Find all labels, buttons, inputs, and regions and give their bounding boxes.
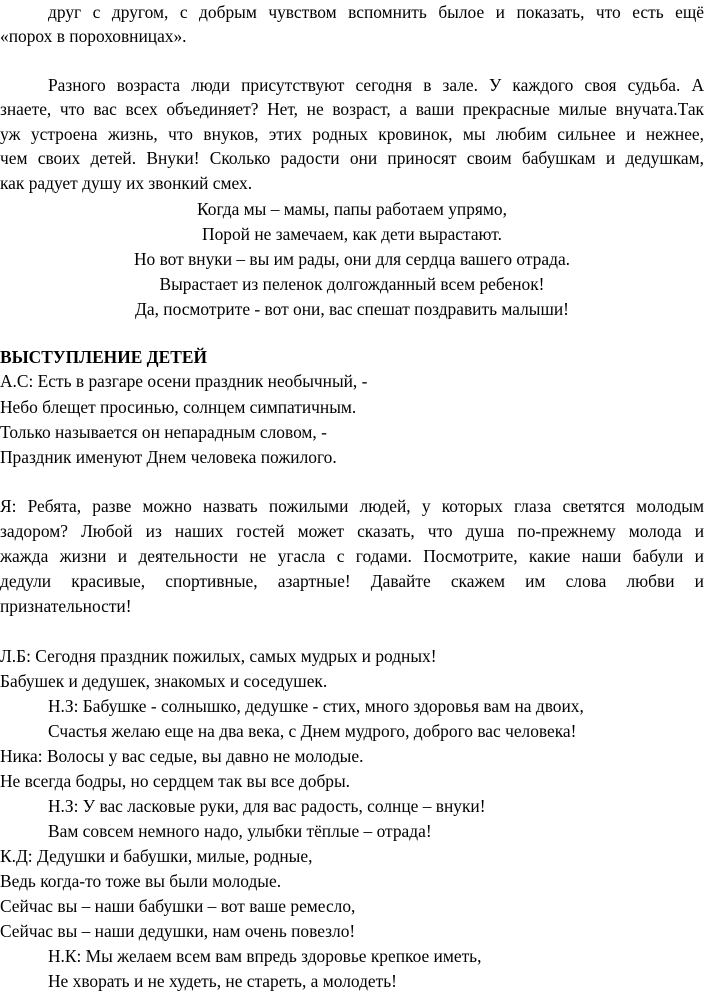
- text-line: задором? Любой из наших гостей может сказать, что душа по-прежнему молода и: [0, 521, 704, 541]
- text-line: Праздник именуют Днем человека пожилого.: [0, 447, 337, 467]
- text-line: Небо блещет просинью, солнцем симпатичным.: [0, 397, 357, 417]
- text-line: Ведь когда-то тоже вы были молодые.: [0, 871, 282, 891]
- text-line: Н.З: Бабушке - солнышко, дедушке - стих, много здоровья вам на двоих,: [48, 696, 584, 716]
- text-line: жажда жизни и деятельности не угасла с годами. Посмотрите, какие наши бабули и: [0, 546, 704, 566]
- text-line: друг с другом, с добрым чувством вспомнить былое и показать, что есть ещё: [48, 2, 704, 22]
- text-line: Сейчас вы – наши бабушки – вот ваше ремесло,: [0, 896, 356, 916]
- text-line: уж устроена жизнь, что внуков, этих родных кровинок, мы любим сильнее и нежнее,: [0, 124, 704, 144]
- poem-line: Да, посмотрите - вот они, вас спешат поздравить малыши!: [135, 299, 569, 319]
- text-line: Бабушек и дедушек, знакомых и соседушек.: [0, 671, 328, 691]
- text-line: дедули красивые, спортивные, азартные! Давайте скажем им слова любви и: [0, 571, 704, 591]
- text-line: Не хворать и не худеть, не стареть, а молодеть!: [48, 971, 397, 991]
- text-line: А.С: Есть в разгаре осени праздник необычный, -: [0, 371, 368, 391]
- text-line: «порох в пороховницах».: [0, 26, 187, 46]
- text-line: знаете, что вас всех объединяет? Нет, не возраст, а ваши прекрасные милые внучата.Так: [0, 99, 704, 119]
- text-line: Только называется он непарадным словом, -: [0, 422, 327, 442]
- text-line: Н.К: Мы желаем всем вам впредь здоровье крепкое иметь,: [48, 946, 482, 966]
- poem-line: Вырастает из пеленок долгожданный всем ребенок!: [159, 274, 545, 294]
- text-line: Сейчас вы – наши дедушки, нам очень повезло!: [0, 921, 356, 941]
- text-line: признательности!: [0, 596, 132, 616]
- section-heading: ВЫСТУПЛЕНИЕ ДЕТЕЙ: [0, 347, 207, 367]
- poem-line: Порой не замечаем, как дети вырастают.: [202, 224, 502, 244]
- text-line: Разного возраста люди присутствуют сегодня в зале. У каждого своя судьба. А: [48, 75, 704, 95]
- text-line: как радует душу их звонкий смех.: [0, 173, 253, 193]
- text-line: Вам совсем немного надо, улыбки тёплые – отрада!: [48, 821, 432, 841]
- poem-line: Но вот внуки – вы им рады, они для сердца вашего отрада.: [133, 249, 571, 269]
- text-line: Н.З: У вас ласковые руки, для вас радость, солнце – внуки!: [48, 796, 486, 816]
- text-line: Л.Б: Сегодня праздник пожилых, самых мудрых и родных!: [0, 646, 437, 666]
- text-line: Ника: Волосы у вас седые, вы давно не молодые.: [0, 746, 364, 766]
- text-line: К.Д: Дедушки и бабушки, милые, родные,: [0, 846, 313, 866]
- text-line: чем своих детей. Внуки! Сколько радости они приносят своим бабушкам и дедушкам,: [0, 148, 704, 168]
- text-line: Счастья желаю еще на два века, с Днем мудрого, доброго вас человека!: [48, 721, 577, 741]
- text-line: Я: Ребята, разве можно назвать пожилыми людей, у которых глаза светятся молодым: [0, 496, 704, 516]
- poem-line: Когда мы – мамы, папы работаем упрямо,: [197, 199, 507, 219]
- text-line: Не всегда бодры, но сердцем так вы все добры.: [0, 771, 351, 791]
